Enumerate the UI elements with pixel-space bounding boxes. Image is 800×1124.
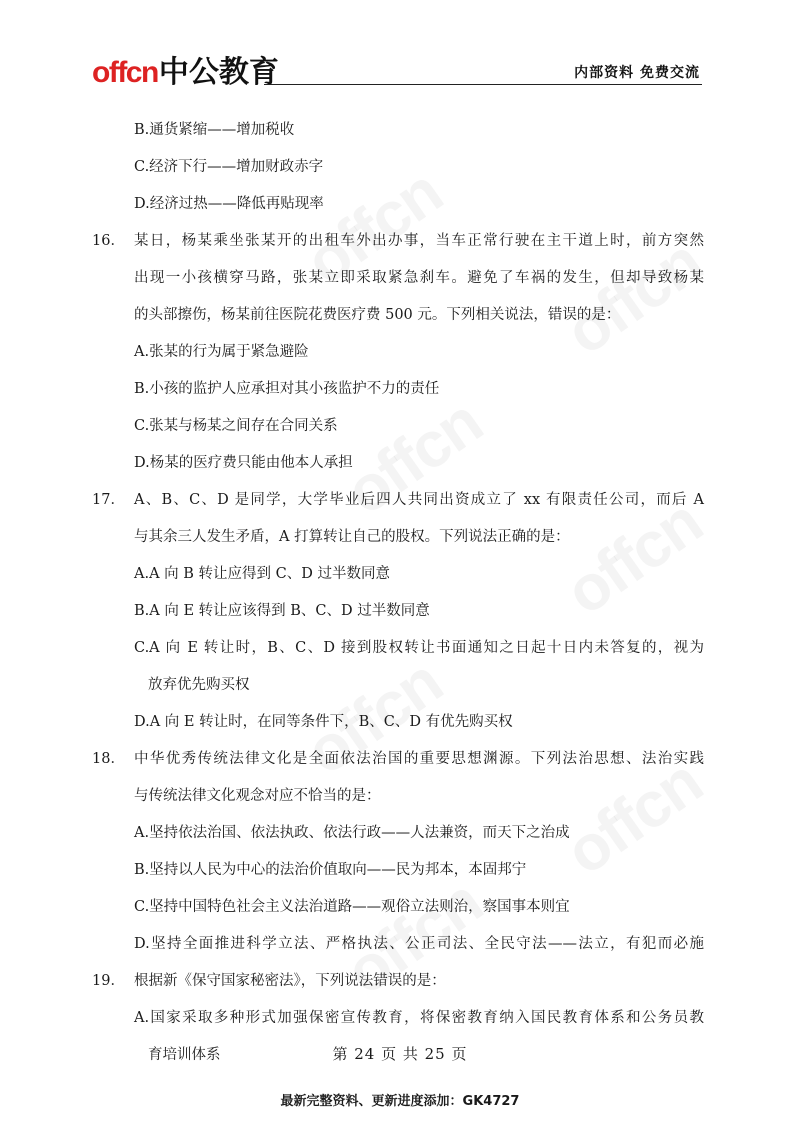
header-tag: 内部资料 免费交流 bbox=[574, 65, 700, 81]
option-line: D.杨某的医疗费只能由他本人承担 bbox=[134, 455, 353, 471]
option-line: C.A 向 E 转让时，B、C、D 接到股权转让书面通知之日起十日内未答复的，视为 bbox=[134, 640, 704, 656]
option-line: B.坚持以人民为中心的法治价值取向——民为邦本，本固邦宁 bbox=[134, 862, 527, 878]
footer-note: 最新完整资料、更新进度添加：GK4727 bbox=[280, 1094, 520, 1109]
offcn-logo bbox=[92, 58, 279, 88]
question-number: 19． bbox=[92, 973, 125, 989]
page-number: 第 24 页 共 25 页 bbox=[332, 1045, 468, 1063]
question-stem: 中华优秀传统法律文化是全面依法治国的重要思想渊源。下列法治思想、法治实践 bbox=[134, 751, 704, 767]
option-line: B.通货紧缩——增加税收 bbox=[134, 122, 295, 138]
option-line: B.A 向 E 转让应该得到 B、C、D 过半数同意 bbox=[134, 603, 430, 619]
logo-chinese: 中公教育 bbox=[158, 56, 279, 89]
question-number: 18． bbox=[92, 751, 125, 767]
option-line: B.小孩的监护人应承担对其小孩监护不力的责任 bbox=[134, 381, 440, 397]
option-line: 放弃优先购买权 bbox=[148, 677, 250, 693]
header-rule bbox=[264, 84, 702, 85]
option-line: A.张某的行为属于紧急避险 bbox=[134, 344, 309, 360]
option-line: A.国家采取多种形式加强保密宣传教育，将保密教育纳入国民教育体系和公务员教 bbox=[134, 1010, 704, 1026]
option-line: A.A 向 B 转让应得到 C、D 过半数同意 bbox=[134, 566, 390, 582]
option-line: D.A 向 E 转让时，在同等条件下，B、C、D 有优先购买权 bbox=[134, 714, 513, 730]
option-line: C.坚持中国特色社会主义法治道路——观俗立法则治，察国事本则宜 bbox=[134, 899, 570, 915]
question-stem: 与其余三人发生矛盾，A 打算转让自己的股权。下列说法正确的是： bbox=[134, 529, 570, 545]
option-line: A.坚持依法治国、依法执政、依法行政——人法兼资，而天下之治成 bbox=[134, 825, 570, 841]
option-line: C.张某与杨某之间存在合同关系 bbox=[134, 418, 338, 434]
option-line: D.经济过热——降低再贴现率 bbox=[134, 196, 324, 212]
question-number: 16． bbox=[92, 233, 125, 249]
question-stem: 与传统法律文化观念对应不恰当的是： bbox=[134, 788, 381, 804]
question-stem: 的头部擦伤，杨某前往医院花费医疗费 500 元。下列相关说法，错误的是： bbox=[134, 307, 621, 323]
question-stem: A、B、C、D 是同学，大学毕业后四人共同出资成立了 xx 有限责任公司，而后 A bbox=[134, 492, 704, 508]
option-line: D.坚持全面推进科学立法、严格执法、公正司法、全民守法——法立，有犯而必施 bbox=[134, 936, 704, 952]
question-number: 17． bbox=[92, 492, 125, 508]
question-stem: 根据新《保守国家秘密法》，下列说法错误的是： bbox=[134, 973, 446, 989]
option-line: 育培训体系 bbox=[148, 1047, 221, 1063]
option-line: C.经济下行——增加财政赤字 bbox=[134, 159, 324, 175]
page-header bbox=[92, 56, 702, 90]
logo-latin: offcn bbox=[92, 56, 158, 89]
question-stem: 某日，杨某乘坐张某开的出租车外出办事，当车正常行驶在主干道上时，前方突然 bbox=[134, 233, 704, 249]
question-stem: 出现一小孩横穿马路，张某立即采取紧急刹车。避免了车祸的发生，但却导致杨某 bbox=[134, 270, 704, 286]
